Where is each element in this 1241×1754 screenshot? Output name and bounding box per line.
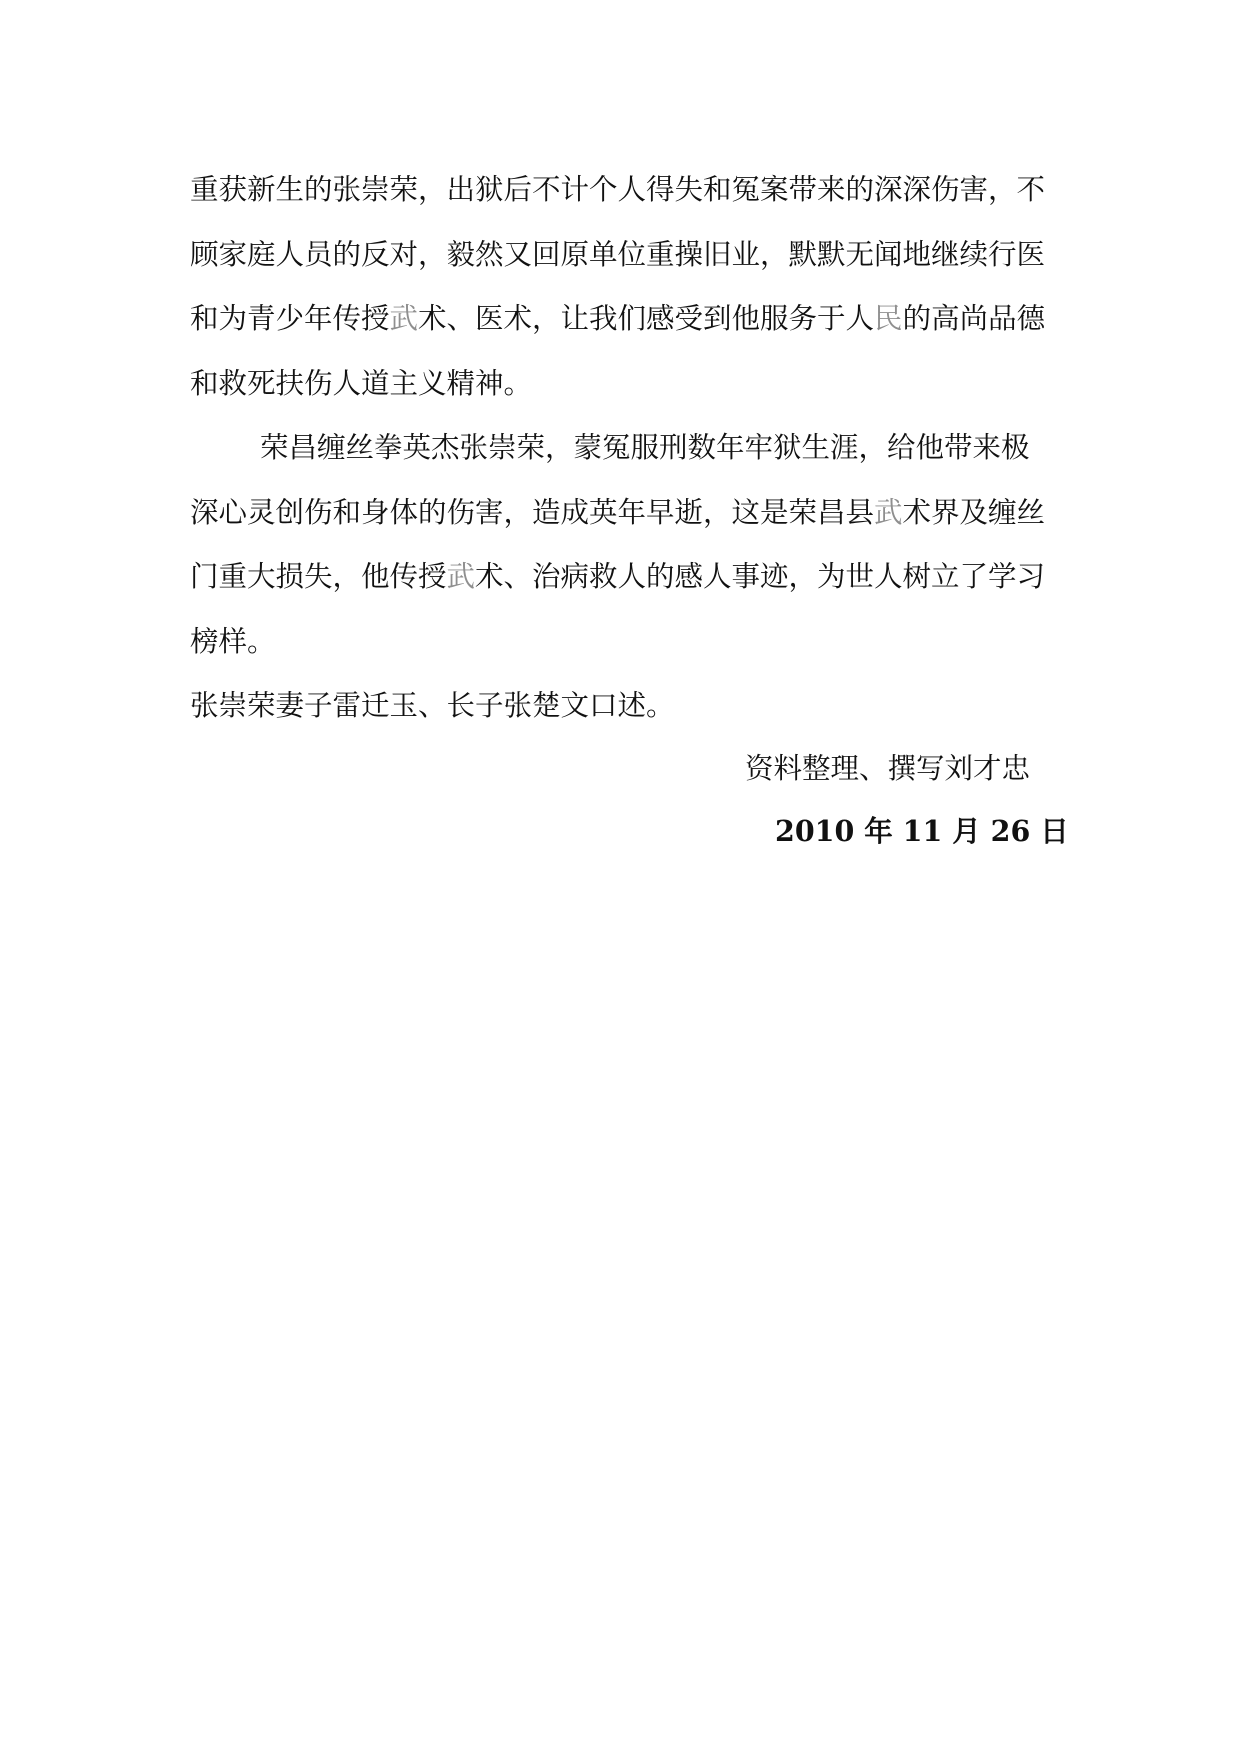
document-date: 2010 年 11 月 26 日	[775, 814, 1069, 848]
faded-character: 民	[874, 302, 903, 335]
faded-character: 武	[874, 495, 903, 529]
text-run: 榜样。	[190, 624, 276, 658]
narrator-line	[190, 674, 1062, 739]
paragraph-1-line-4	[190, 352, 1062, 417]
narrator-text: 张崇荣妻子雷迁玉、长子张楚文口述。	[190, 689, 675, 722]
text-run: 和救死扶伤人道主义精神。	[190, 366, 533, 400]
faded-character: 武	[389, 302, 419, 335]
text-run: 术、治病救人的感人事迹，为世人树立了学习	[475, 560, 1046, 593]
text-run: 荣昌缠丝拳英杰张崇荣，蒙冤服刑数年牢狱生涯，给他带来极	[260, 431, 1030, 464]
paragraph-2-line-1	[190, 416, 1062, 481]
text-run: 深心灵创伤和身体的伤害，造成英年早逝，这是荣昌县	[190, 495, 875, 529]
paragraph-1-line-2	[190, 223, 1062, 288]
text-run: 和为青少年传授	[190, 302, 390, 335]
text-run: 术、医术，让我们感受到他服务于人	[418, 302, 875, 335]
compiler-signature: 资料整理、撰写刘才忠	[745, 752, 1031, 785]
paragraph-2-line-2	[190, 481, 1062, 546]
paragraph-2-line-4	[190, 610, 1062, 675]
text-run: 重获新生的张崇荣，出狱后不计个人得失和冤案带来的深深伤害，不	[190, 173, 1046, 206]
text-run: 术界及缠丝	[902, 495, 1046, 529]
text-run: 门重大损失，他传授	[190, 560, 447, 593]
paragraph-1-line-3	[190, 287, 1062, 352]
paragraph-2-line-3	[190, 545, 1062, 610]
text-run: 的高尚品德	[902, 302, 1046, 335]
text-run: 顾家庭人员的反对，毅然又回原单位重操旧业，默默无闻地继续行医	[190, 237, 1046, 271]
faded-character: 武	[446, 560, 476, 593]
document-body	[190, 158, 1062, 739]
paragraph-1-line-1	[190, 158, 1062, 223]
